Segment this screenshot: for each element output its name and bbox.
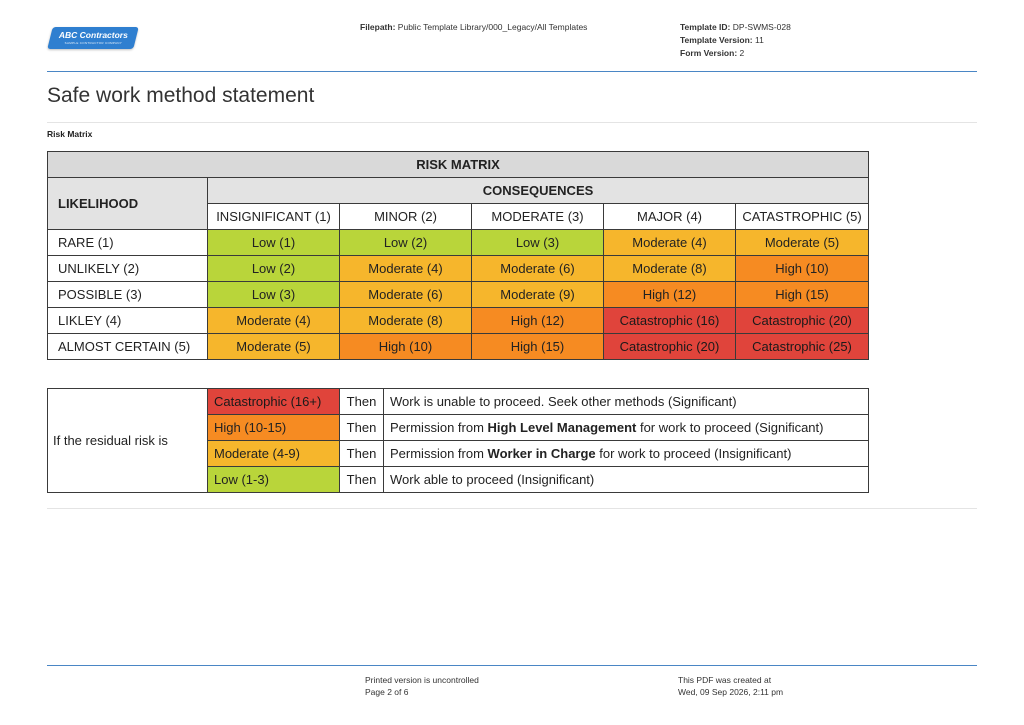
page-title: Safe work method statement: [47, 84, 315, 107]
risk-matrix-table: [47, 151, 869, 360]
action-description: [384, 467, 869, 493]
template-version-label: Template Version:: [680, 35, 753, 45]
risk-cell-mod: Moderate (4): [208, 308, 340, 334]
risk-level-mod: Moderate (4-9): [208, 441, 340, 467]
risk-cell-cat: Catastrophic (16): [604, 308, 736, 334]
template-id-line: [680, 21, 791, 34]
logo-name: ABC Contractors: [58, 30, 128, 40]
then-label: Then: [340, 467, 384, 493]
form-version-line: [680, 47, 791, 60]
likelihood-row-label: POSSIBLE (3): [48, 282, 208, 308]
created-timestamp: Wed, 09 Sep 2026, 2:11 pm: [678, 687, 784, 697]
consequence-column-header: CATASTROPHIC (5): [736, 204, 869, 230]
risk-cell-low: Low (3): [472, 230, 604, 256]
action-text: Permission from: [390, 420, 488, 435]
footer-divider: [47, 665, 977, 666]
section-end-divider: [47, 508, 977, 509]
risk-level-high: High (10-15): [208, 415, 340, 441]
page-number: Page 2 of 6: [365, 687, 409, 697]
matrix-row: [48, 282, 869, 308]
risk-cell-mod: Moderate (9): [472, 282, 604, 308]
title-divider: [47, 122, 977, 123]
consequence-column-header: MAJOR (4): [604, 204, 736, 230]
template-id-value: DP-SWMS-028: [732, 22, 791, 32]
matrix-row: [48, 334, 869, 360]
likelihood-header: LIKELIHOOD: [48, 178, 208, 230]
risk-level-cat: Catastrophic (16+): [208, 389, 340, 415]
risk-cell-high: High (12): [604, 282, 736, 308]
likelihood-row-label: ALMOST CERTAIN (5): [48, 334, 208, 360]
likelihood-row-label: RARE (1): [48, 230, 208, 256]
residual-risk-condition: If the residual risk is: [48, 389, 208, 493]
risk-cell-low: Low (1): [208, 230, 340, 256]
company-logo: [47, 27, 138, 49]
then-label: Then: [340, 415, 384, 441]
action-text: Work able to proceed (Insignificant): [390, 472, 595, 487]
risk-cell-high: High (10): [340, 334, 472, 360]
matrix-row: [48, 230, 869, 256]
risk-cell-high: High (15): [472, 334, 604, 360]
section-label: Risk Matrix: [47, 129, 93, 139]
form-version-label: Form Version:: [680, 48, 738, 58]
form-version-value: 2: [739, 48, 745, 58]
risk-cell-high: High (15): [736, 282, 869, 308]
likelihood-row-label: LIKLEY (4): [48, 308, 208, 334]
filepath-label: Filepath:: [360, 22, 396, 32]
then-label: Then: [340, 441, 384, 467]
template-version-line: [680, 34, 791, 47]
consequence-column-header: MINOR (2): [340, 204, 472, 230]
risk-cell-cat: Catastrophic (20): [604, 334, 736, 360]
matrix-row: [48, 256, 869, 282]
matrix-title: RISK MATRIX: [48, 152, 869, 178]
action-text: Work is unable to proceed. Seek other methods (Significant): [390, 394, 737, 409]
action-text: for work to proceed (Insignificant): [595, 446, 792, 461]
action-description: [384, 389, 869, 415]
template-version-value: 11: [754, 35, 764, 45]
logo-tagline: SAMPLE CONTRACTOR COMPANY: [64, 41, 123, 45]
risk-cell-low: Low (3): [208, 282, 340, 308]
action-text: for work to proceed (Significant): [636, 420, 824, 435]
consequences-header: CONSEQUENCES: [208, 178, 869, 204]
consequence-column-header: INSIGNIFICANT (1): [208, 204, 340, 230]
footer-left: [365, 674, 479, 698]
risk-cell-mod: Moderate (5): [736, 230, 869, 256]
risk-cell-high: High (12): [472, 308, 604, 334]
risk-level-low: Low (1-3): [208, 467, 340, 493]
risk-cell-mod: Moderate (4): [604, 230, 736, 256]
uncontrolled-notice: Printed version is uncontrolled: [365, 675, 479, 685]
consequence-column-header: MODERATE (3): [472, 204, 604, 230]
likelihood-row-label: UNLIKELY (2): [48, 256, 208, 282]
risk-cell-mod: Moderate (4): [340, 256, 472, 282]
residual-risk-actions-table: [47, 388, 869, 493]
action-text-emphasis: Worker in Charge: [487, 446, 596, 461]
risk-cell-mod: Moderate (6): [472, 256, 604, 282]
footer-right: [678, 674, 783, 698]
template-id-label: Template ID:: [680, 22, 731, 32]
risk-cell-cat: Catastrophic (25): [736, 334, 869, 360]
risk-cell-cat: Catastrophic (20): [736, 308, 869, 334]
risk-cell-high: High (10): [736, 256, 869, 282]
action-text-emphasis: High Level Management: [487, 420, 637, 435]
risk-cell-mod: Moderate (5): [208, 334, 340, 360]
risk-cell-low: Low (2): [208, 256, 340, 282]
risk-cell-low: Low (2): [340, 230, 472, 256]
action-description: [384, 415, 869, 441]
matrix-row: [48, 308, 869, 334]
action-row: [48, 389, 869, 415]
header-divider: [47, 71, 977, 72]
risk-cell-mod: Moderate (8): [604, 256, 736, 282]
risk-cell-mod: Moderate (8): [340, 308, 472, 334]
action-text: Permission from: [390, 446, 488, 461]
then-label: Then: [340, 389, 384, 415]
risk-cell-mod: Moderate (6): [340, 282, 472, 308]
created-label: This PDF was created at: [678, 675, 772, 685]
action-description: [384, 441, 869, 467]
header-filepath: [360, 21, 587, 34]
header-template-meta: [680, 21, 791, 60]
filepath-value: Public Template Library/000_Legacy/All Templates: [397, 22, 588, 32]
